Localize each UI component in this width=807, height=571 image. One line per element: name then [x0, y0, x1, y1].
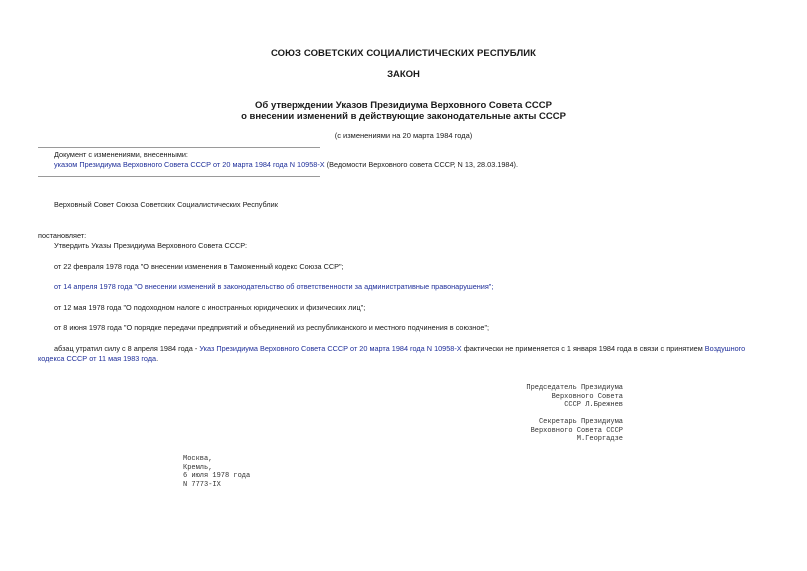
- law-heading: ЗАКОН: [387, 69, 420, 80]
- document-title-line2: о внесении изменений в действующие законодательные акты СССР: [241, 111, 566, 122]
- decree-item-4: от 8 июня 1978 года "О порядке передачи предприятий и объединений из республиканского и местного подчинения в союзное";: [54, 323, 490, 332]
- council-text: Верховный Совет Союза Советских Социалистических Республик: [54, 200, 278, 209]
- decree-item-1: от 22 февраля 1978 года "О внесении изменения в Таможенный кодекс Союза ССР";: [54, 262, 344, 271]
- repealed-middle: фактически не применяется с 1 января 1984 года в связи с принятием: [461, 344, 705, 353]
- resolves-text: постановляет:: [38, 231, 87, 240]
- secretary-signature: Секретарь Президиума Верховного Совета СССР М.Георгадзе: [530, 418, 623, 444]
- amending-decree-link[interactable]: указом Президиума Верховного Совета СССР от 20 марта 1984 года N 10958-X: [54, 160, 325, 169]
- amendment-note: (с изменениями на 20 марта 1984 года): [334, 131, 473, 140]
- document-title: [0, 100, 807, 122]
- changes-bottom-rule: [38, 176, 320, 177]
- repealed-paragraph-line2: [38, 354, 158, 363]
- air-code-link-part1[interactable]: Воздушного: [704, 344, 746, 353]
- decree-item-3: от 12 мая 1978 года "О подоходном налоге с иностранных юридических и физических лиц";: [54, 303, 366, 312]
- approve-text: Утвердить Указы Президиума Верховного Совета СССР:: [54, 241, 248, 250]
- changes-line: [54, 160, 518, 169]
- union-heading: СОЮЗ СОВЕТСКИХ СОЦИАЛИСТИЧЕСКИХ РЕСПУБЛИК: [270, 48, 537, 59]
- changes-top-rule: [38, 147, 320, 148]
- repealing-decree-link[interactable]: Указ Президиума Верховного Совета СССР от 20 марта 1984 года N 10958-X: [199, 344, 462, 353]
- decree-item-2: [54, 282, 493, 291]
- decree-item-2-link[interactable]: от 14 апреля 1978 года "О внесении изменений в законодательство об ответственности за административные правонарушения";: [54, 282, 494, 291]
- document-title-line1: Об утверждении Указов Президиума Верховного Совета СССР: [255, 100, 552, 111]
- repealed-end: .: [156, 354, 159, 363]
- repealed-paragraph-line1: [54, 344, 745, 353]
- place-and-date: Москва, Кремль, 6 июля 1978 года N 7773-IX: [183, 455, 251, 489]
- changes-source: (Ведомости Верховного совета СССР, N 13, 28.03.1984).: [324, 160, 518, 169]
- changes-intro: Документ с изменениями, внесенными:: [54, 150, 188, 159]
- repealed-prefix: абзац утратил силу с 8 апреля 1984 года -: [54, 344, 200, 353]
- air-code-link-part2[interactable]: кодекса СССР от 11 мая 1983 года: [38, 354, 157, 363]
- chairman-signature: Председатель Президиума Верховного Совета СССР Л.Брежнев: [526, 384, 623, 410]
